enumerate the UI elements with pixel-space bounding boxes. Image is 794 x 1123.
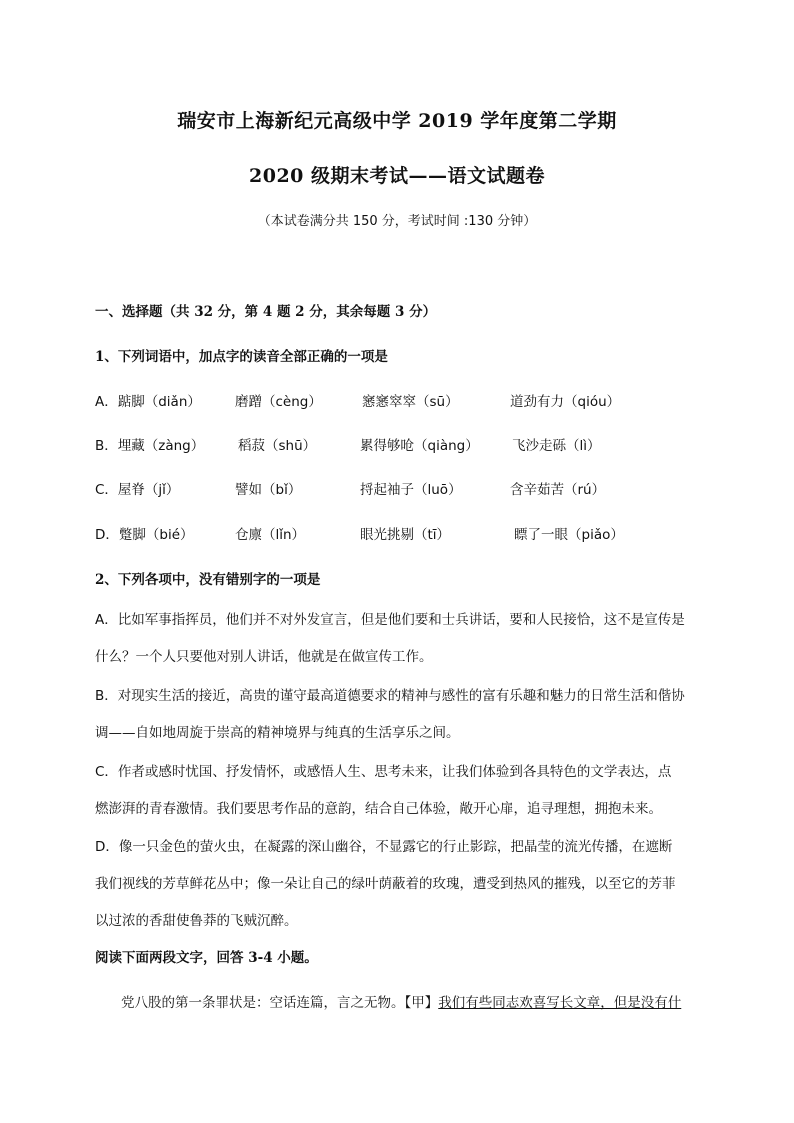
q2-option-a-line2: 什么？一个人只要他对别人讲话，他就是在做宣传工作。 [95,649,433,665]
q1-option-b-word4: 飞沙走砾（lì） [512,438,601,454]
q2-option-a-line1: A．比如军事指挥员，他们并不对外发宣言，但是他们要和士兵讲话，要和人民接恰，这不是宣传是 [95,612,685,628]
reading-instruction: 阅读下面两段文字，回答 3-4 小题。 [95,950,318,966]
q2-option-d [95,829,705,940]
q1-option-a-word4: 道劲有力（qióu） [510,394,621,410]
section-heading: 一、选择题（共 32 分，第 4 题 2 分，其余每题 3 分） [95,304,437,320]
q1-option-b-word2: 稻菽（shū） [238,438,317,454]
q2-option-c-line1: C．作者或感时忧国、抒发情怀，或感悟人生、思考未来，让我们体验到各具特色的文学表达，点 [95,764,672,780]
q2-option-a [95,602,705,676]
exam-title-line2: 2020 级期末考试——语文试题卷 [249,165,545,187]
exam-subtitle: （本试卷满分共 150 分，考试时间 :130 分钟） [257,214,537,229]
q2-option-b-line2: 调——自如地周旋于崇高的精神境界与纯真的生活享乐之间。 [95,725,460,741]
q1-option-c-word2: 譬如（bǐ） [235,482,302,498]
reading-paragraph [121,991,681,1011]
question-1-stem: 1、下列词语中，加点字的读音全部正确的一项是 [95,349,388,365]
q1-option-d-word3: 眼光挑剔（tī） [360,527,451,543]
q1-option-c: C．屋脊（jǐ） [95,482,180,498]
q1-option-a-word2: 磨蹭（cèng） [235,394,322,410]
q1-option-a-word3: 窸窸窣窣（sū） [362,394,459,410]
q1-option-b: B．埋藏（zàng） [95,438,205,454]
q1-option-c-word4: 含辛茹苦（rú） [510,482,606,498]
q2-option-b-line1: B．对现实生活的接近，高贵的谨守最高道德要求的精神与感性的富有乐趣和魅力的日常生活和偕协 [95,688,685,704]
q2-option-d-line1: D．像一只金色的萤火虫，在凝露的深山幽谷，不显露它的行止影踪，把晶莹的流光传播，在遮断 [95,839,673,855]
q1-option-d: D．蹩脚（bié） [95,527,194,543]
question-2-stem: 2、下列各项中，没有错别字的一项是 [95,572,321,588]
q2-option-c-line2: 燃澎湃的青春激情。我们要思考作品的意韵，结合自己体验，敞开心扉，追寻理想，拥抱未来。 [95,801,662,817]
q2-option-d-line2: 我们视线的芳草鲜花丛中；像一朵让自己的绿叶荫蔽着的玫瑰，遭受到热风的摧残，以至它的芳菲 [95,876,676,892]
q1-option-a: A．踮脚（diǎn） [95,394,201,410]
reading-paragraph-underlined: 我们有些同志欢喜写长文章，但是没有什 [438,995,682,1011]
q1-option-b-word3: 累得够呛（qiàng） [360,438,479,454]
exam-title-line1: 瑞安市上海新纪元高级中学 2019 学年度第二学期 [177,110,617,132]
reading-paragraph-text: 党八股的第一条罪状是：空话连篇，言之无物。【甲】 [121,995,439,1011]
q2-option-d-line3: 以过浓的香甜使鲁莽的飞贼沉醉。 [95,913,298,929]
q1-option-d-word2: 仓廪（lǐn） [235,527,306,543]
q1-option-c-word3: 捋起袖子（luō） [360,482,462,498]
q2-option-c [95,754,705,828]
q2-option-b [95,678,705,752]
q1-option-d-word4: 瞟了一眼（piǎo） [514,527,624,543]
